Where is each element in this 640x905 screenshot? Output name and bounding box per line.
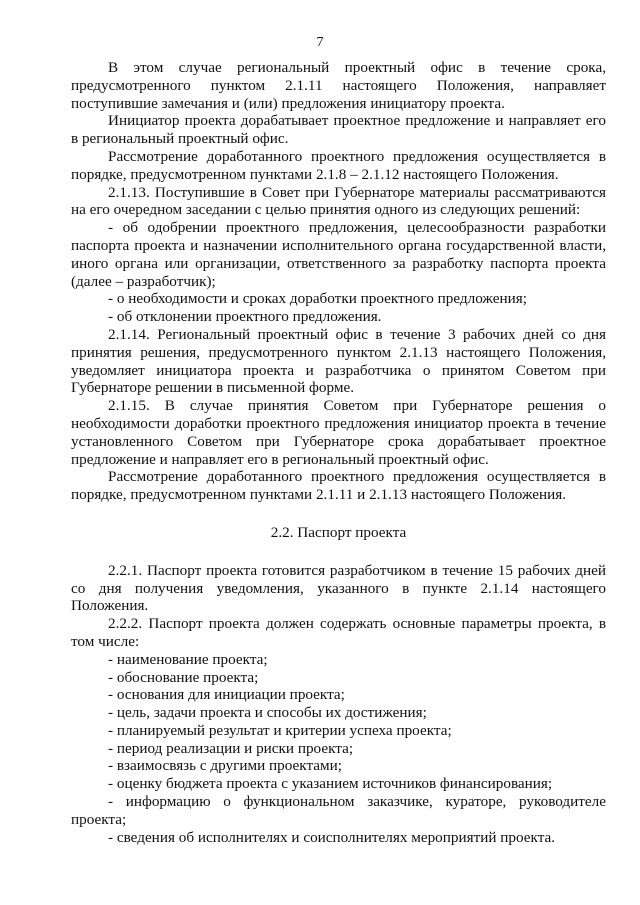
section-title: 2.2. Паспорт проекта	[270, 523, 407, 541]
paragraph: 2.2.1. Паспорт проекта готовится разработчиком в течение 15 рабочих дней со дня получения уведомления, указанного в пункте 2.1.14 настоящего Положения.	[71, 561, 606, 615]
list-item: - информацию о функциональном заказчике, кураторе, руководителе проекта;	[71, 793, 606, 828]
list-item: - наименование проекта;	[108, 650, 268, 668]
list-item: - основания для инициации проекта;	[108, 686, 345, 704]
paragraph: - о необходимости и сроках доработки проектного предложения;	[108, 290, 527, 308]
list-item: - период реализации и риски проекта;	[108, 739, 354, 757]
paragraph: - об отклонении проектного предложения.	[108, 308, 382, 326]
list-item: - сведения об исполнителях и соисполнителях мероприятий проекта.	[108, 828, 556, 846]
paragraph: В этом случае региональный проектный офис в течение срока, предусмотренного пунктом 2.1.11 настоящего Положения, направляет поступившие замечания и (или) предложения инициатору проекта.	[71, 59, 606, 112]
list-item: - планируемый результат и критерии успеха проекта;	[108, 721, 452, 739]
paragraph: - об одобрении проектного предложения, целесообразности разработки паспорта проекта и назначении исполнительного органа государственной власти, иного органа или организации, ответственного за разработку паспорта проекта (далее – разработчик);	[71, 219, 606, 290]
document-body	[71, 59, 606, 846]
list-item: - взаимосвязь с другими проектами;	[108, 757, 342, 775]
paragraph: 2.1.14. Региональный проектный офис в течение 3 рабочих дней со дня принятия решения, предусмотренного пунктом 2.1.13 настоящего Положения, уведомляет инициатора проекта и разработчика о принятом Советом при Губернаторе решении в письменной форме.	[71, 325, 606, 397]
paragraph: 2.2.2. Паспорт проекта должен содержать основные параметры проекта, в том числе:	[71, 615, 606, 650]
paragraph: 2.1.15. В случае принятия Советом при Губернаторе решения о необходимости доработки проектного предложения инициатор проекта в течение установленного Советом при Губернаторе срока дорабатывает проектное предложение и направляет его в региональный проектный офис.	[71, 397, 606, 468]
list-item: - цель, задачи проекта и способы их достижения;	[108, 704, 427, 722]
list-item: - оценку бюджета проекта с указанием источников финансирования;	[108, 775, 553, 793]
paragraph: Рассмотрение доработанного проектного предложения осуществляется в порядке, предусмотренном пунктами 2.1.11 и 2.1.13 настоящего Положения.	[71, 468, 606, 504]
paragraph: Рассмотрение доработанного проектного предложения осуществляется в порядке, предусмотренном пунктами 2.1.8 – 2.1.12 настоящего Положения.	[71, 147, 606, 183]
paragraph: 2.1.13. Поступившие в Совет при Губернаторе материалы рассматриваются на его очередном заседании с целью принятия одного из следующих решений:	[71, 183, 606, 219]
paragraph: Инициатор проекта дорабатывает проектное предложение и направляет его в региональный проектный офис.	[71, 112, 606, 148]
list-item: - обоснование проекта;	[108, 668, 259, 686]
page-number: 7	[316, 35, 324, 50]
